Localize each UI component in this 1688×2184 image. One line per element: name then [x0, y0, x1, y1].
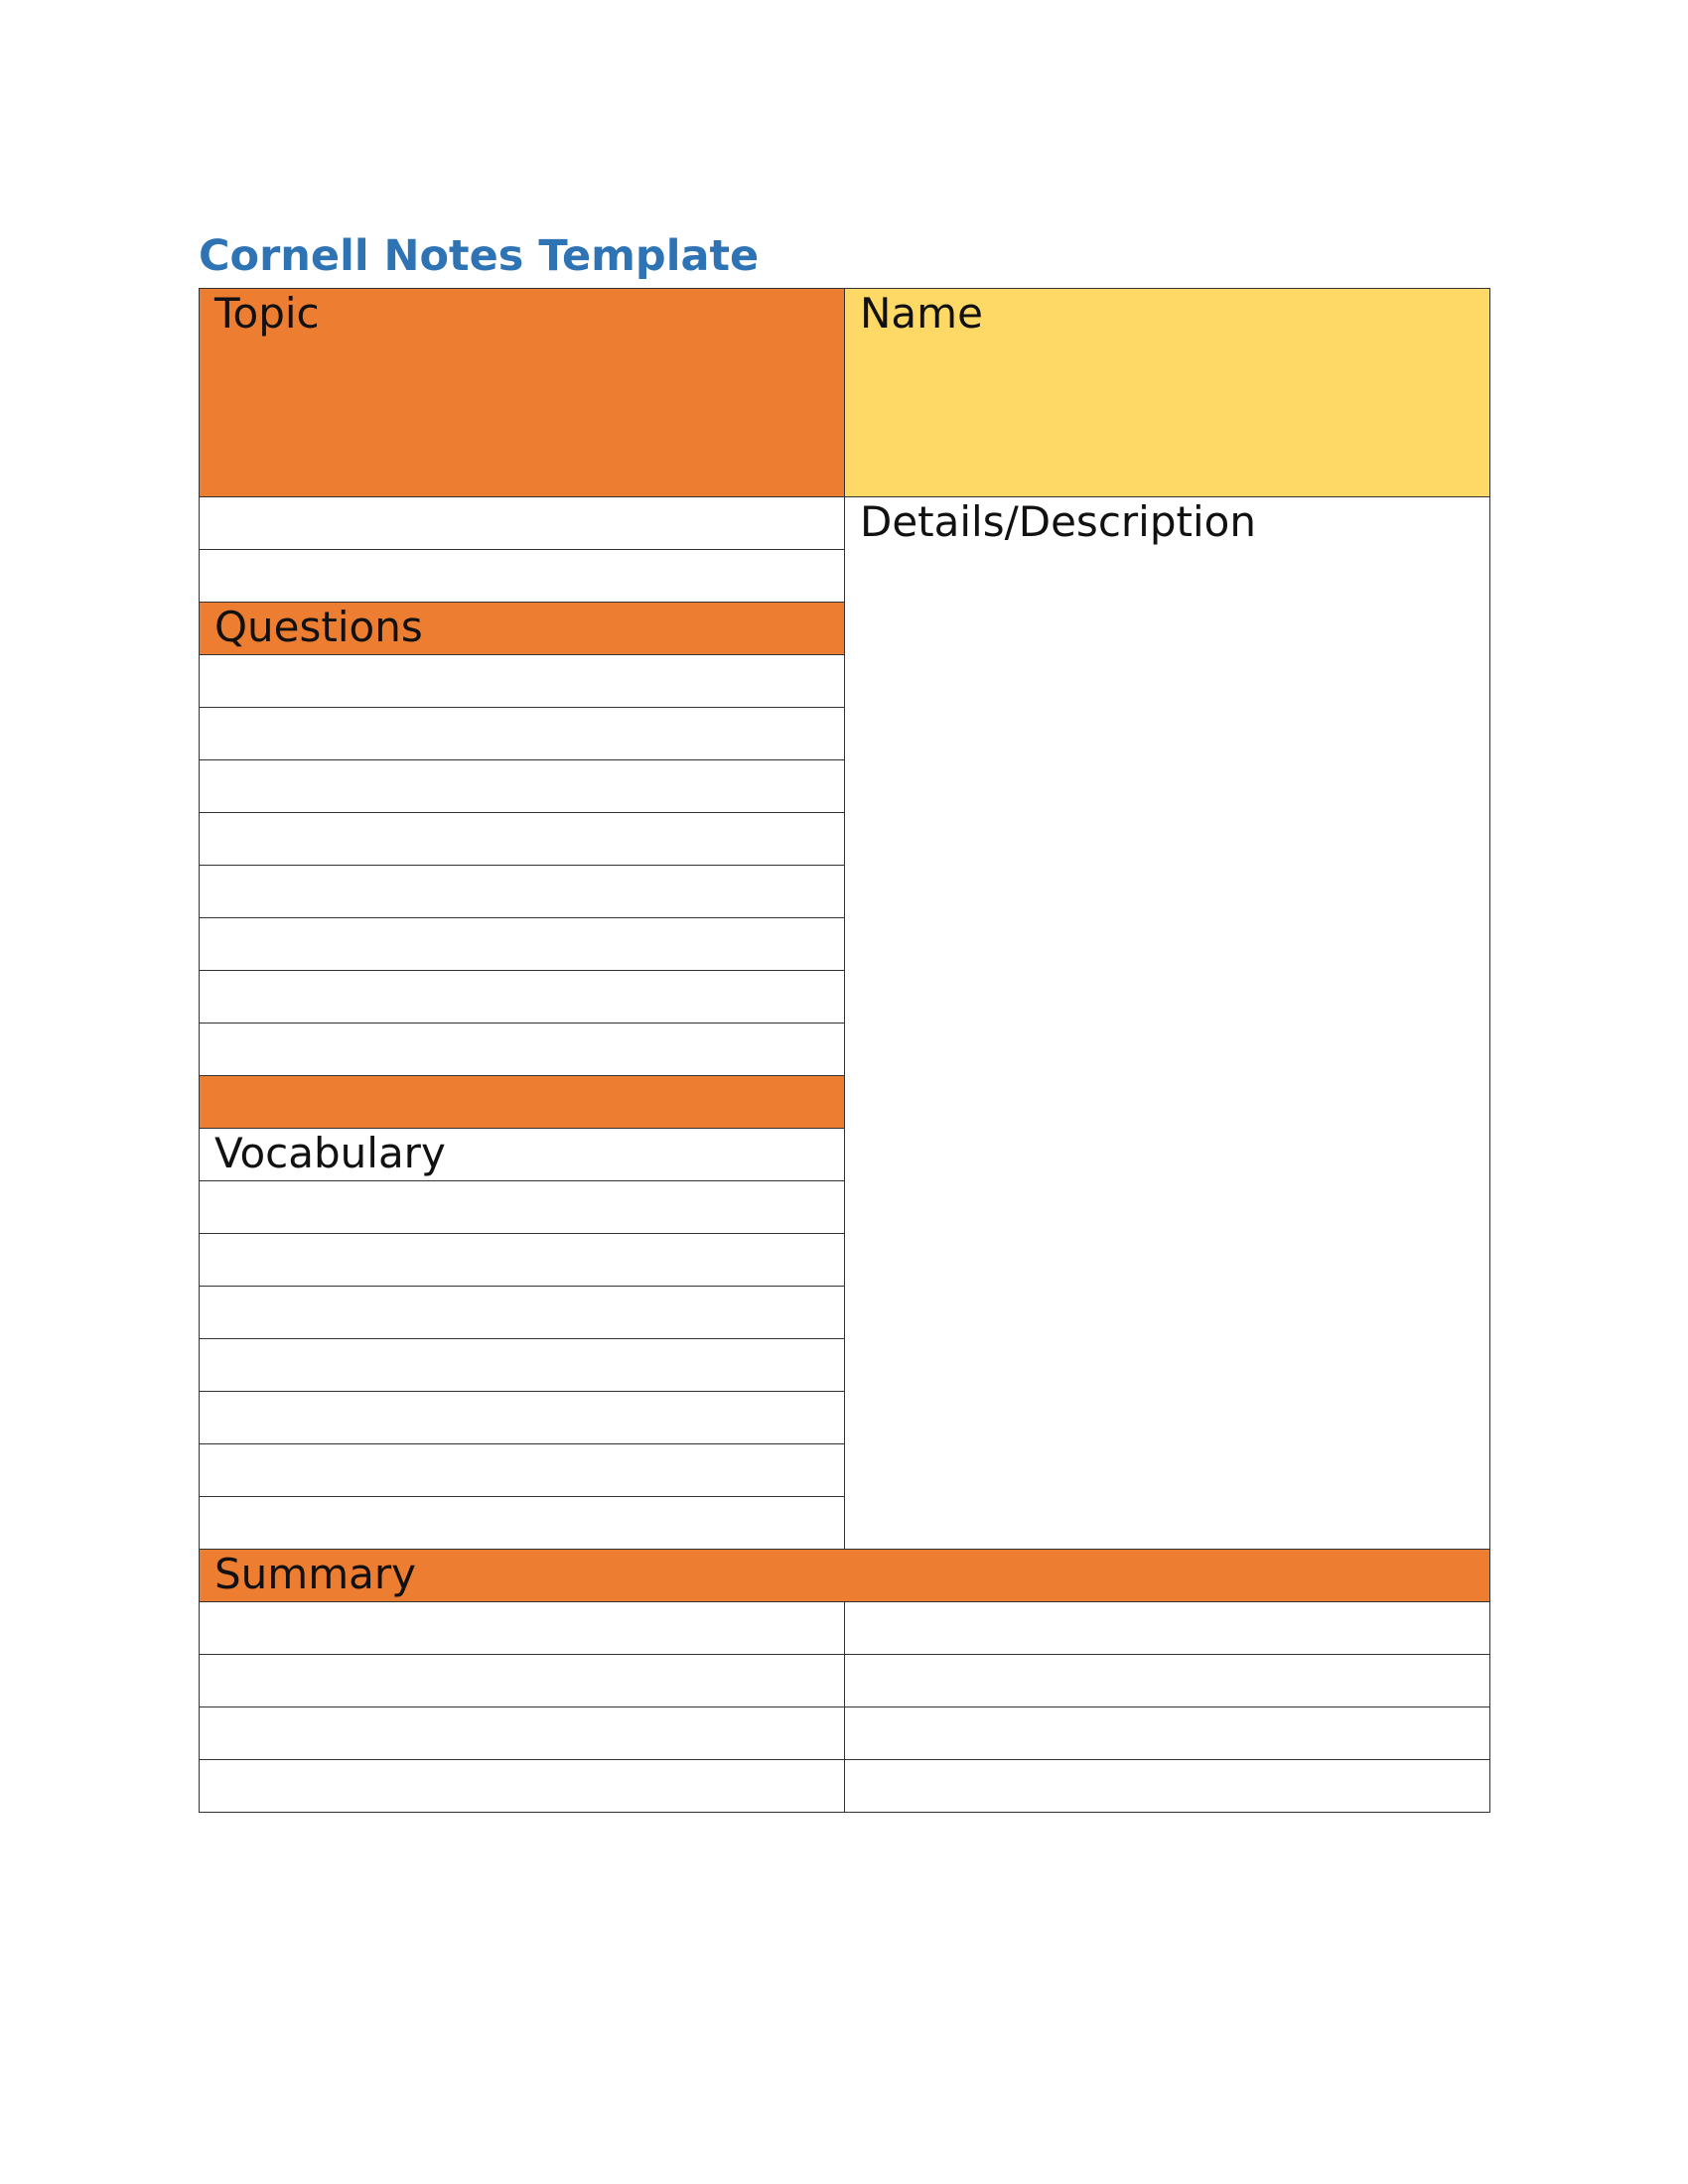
topic-label: Topic — [214, 289, 320, 338]
summary-label: Summary — [214, 1550, 416, 1598]
summary-line-right[interactable] — [845, 1707, 1490, 1760]
vocabulary-line[interactable] — [200, 1287, 845, 1339]
page-title: Cornell Notes Template — [199, 231, 760, 281]
questions-header — [200, 603, 845, 655]
details-cell[interactable] — [845, 497, 1490, 1550]
question-line[interactable] — [200, 971, 845, 1024]
summary-row — [200, 1655, 1490, 1707]
topic-cell[interactable] — [200, 289, 845, 497]
summary-row — [200, 1760, 1490, 1813]
summary-header — [200, 1550, 1490, 1602]
question-line[interactable] — [200, 760, 845, 813]
summary-line-right[interactable] — [845, 1655, 1490, 1707]
question-line[interactable] — [200, 813, 845, 866]
summary-row — [200, 1707, 1490, 1760]
summary-line-right[interactable] — [845, 1760, 1490, 1813]
questions-label: Questions — [214, 603, 423, 651]
question-line[interactable] — [200, 866, 845, 918]
vocabulary-header — [200, 1129, 845, 1181]
vocabulary-line[interactable] — [200, 1497, 845, 1550]
vocabulary-line[interactable] — [200, 1234, 845, 1287]
cue-line[interactable] — [200, 497, 845, 550]
header-row — [200, 289, 1490, 497]
cornell-notes-table — [199, 288, 1490, 1813]
question-line[interactable] — [200, 918, 845, 971]
vocabulary-line[interactable] — [200, 1339, 845, 1392]
summary-header-row — [200, 1550, 1490, 1602]
question-line[interactable] — [200, 655, 845, 708]
name-label: Name — [860, 289, 983, 338]
summary-row — [200, 1602, 1490, 1655]
summary-line-left[interactable] — [200, 1655, 845, 1707]
cue-line[interactable] — [200, 550, 845, 603]
summary-line-right[interactable] — [845, 1602, 1490, 1655]
vocabulary-line[interactable] — [200, 1392, 845, 1444]
vocabulary-line[interactable] — [200, 1444, 845, 1497]
summary-line-left[interactable] — [200, 1760, 845, 1813]
name-cell[interactable] — [845, 289, 1490, 497]
summary-line-left[interactable] — [200, 1602, 845, 1655]
question-line[interactable] — [200, 708, 845, 760]
question-line[interactable] — [200, 1024, 845, 1076]
vocabulary-line[interactable] — [200, 1181, 845, 1234]
details-label: Details/Description — [860, 497, 1256, 546]
orange-divider — [200, 1076, 845, 1129]
notes-row — [200, 497, 1490, 550]
summary-line-left[interactable] — [200, 1707, 845, 1760]
vocabulary-label: Vocabulary — [214, 1129, 446, 1177]
